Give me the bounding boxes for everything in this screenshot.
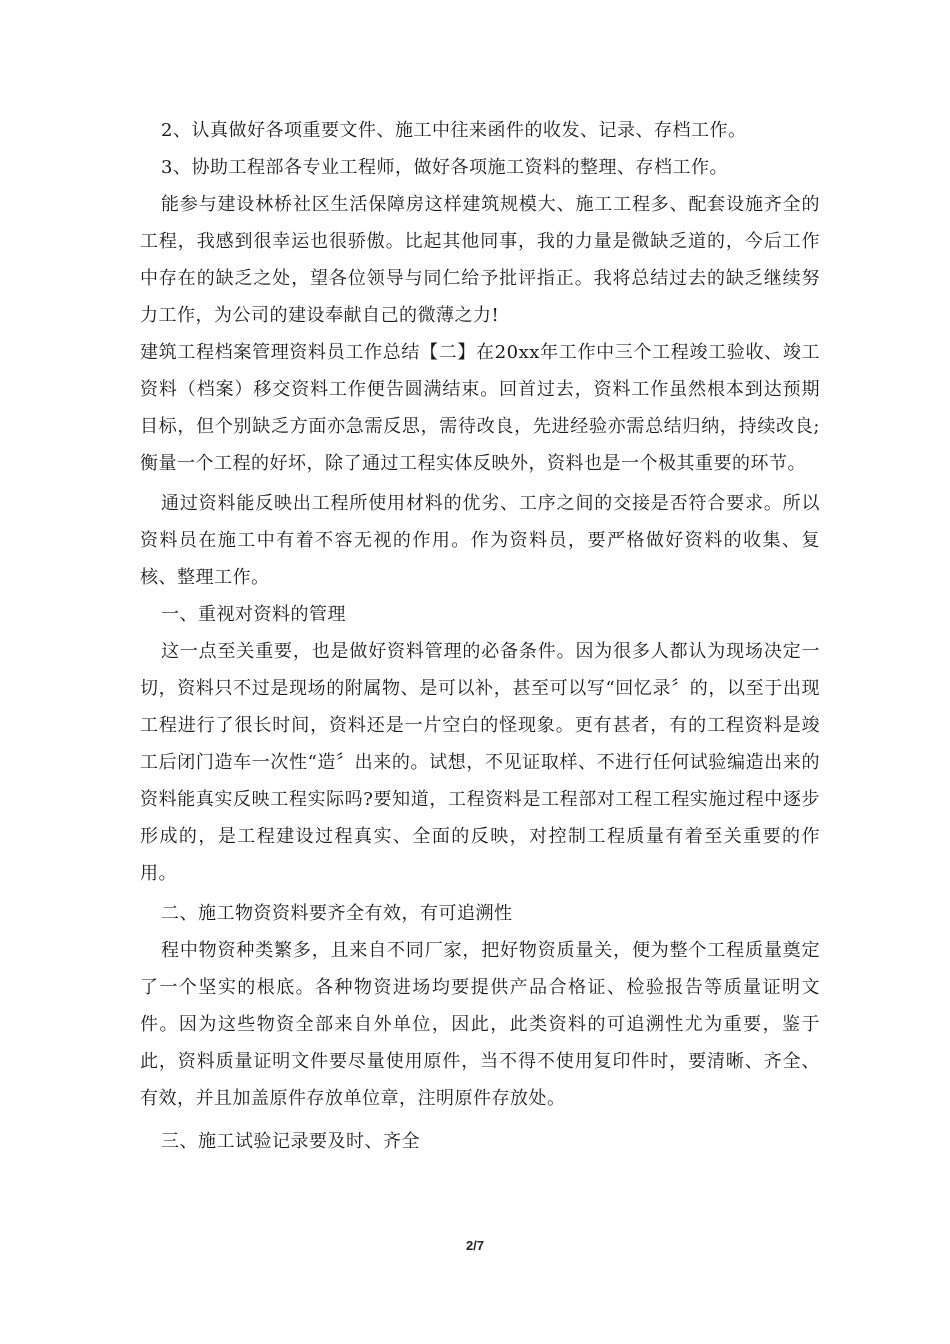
section-heading-3: 三、施工试验记录要及时、齐全 [161, 1131, 420, 1152]
paragraph-closing-remarks: 能参与建设林桥社区生活保障房这样建筑规模大、施工工程多、配套设施齐全的工程，我感到很幸运也很骄傲。比起其他同事，我的力量是微缺乏道的，今后工作中存在的缺乏之处，望各位领导与同仁给予批评指正。我将总结过去的缺乏继续努力工作，为公司的建设奉献自己的微薄之力! [140, 194, 820, 326]
paragraph-role-of-records: 通过资料能反映出工程所使用材料的优劣、工序之间的交接是否符合要求。所以资料员在施工中有着不容无视的作用。作为资料员，要严格做好资料的收集、复核、整理工作。 [140, 493, 820, 588]
paragraph-section-1-body: 这一点至关重要，也是做好资料管理的必备条件。因为很多人都认为现场决定一切，资料只不过是现场的附属物、是可以补，甚至可以写“回忆录〞的，以至于出现工程进行了很长时间，资料还是一片空白的怪现象。更有甚者，有的工程资料是竣工后闭门造车一次性“造〞出来的。试想，不见证取样、不进行任何试验编造出来的资料能真实反映工程实际吗?要知道，工程资料是工程部对工程工程实施过程中逐步形成的，是工程建设过程真实、全面的反映，对控制工程质量有着至关重要的作用。 [140, 641, 820, 884]
section-heading-2: 二、施工物资资料要齐全有效，有可追溯性 [161, 903, 513, 924]
section-heading-1: 一、重视对资料的管理 [161, 604, 346, 625]
paragraph-item-2: 2、认真做好各项重要文件、施工中往来函件的收发、记录、存档工作。 [161, 120, 747, 141]
paragraph-item-3: 3、协助工程部各专业工程师，做好各项施工资料的整理、存档工作。 [161, 157, 728, 178]
document-body [140, 112, 820, 1160]
paragraph-summary-two-intro: 建筑工程档案管理资料员工作总结【二】在20xx年工作中三个工程竣工验收、竣工资料（档案）移交资料工作便告圆满结束。回首过去，资料工作虽然根本到达预期目标，但个别缺乏方面亦急需反思，需待改良，先进经验亦需总结归纳，持续改良;衡量一个工程的好坏，除了通过工程实体反映外，资料也是一个极其重要的环节。 [140, 342, 820, 474]
page-number: 2/7 [465, 1238, 485, 1253]
paragraph-section-2-body: 程中物资种类繁多，且来自不同厂家，把好物资质量关，便为整个工程质量奠定了一个坚实的根底。各种物资进场均要提供产品合格证、检验报告等质量证明文件。因为这些物资全部来自外单位，因此，此类资料的可追溯性尤为重要，鉴于此，资料质量证明文件要尽量使用原件，当不得不使用复印件时，要清晰、齐全、有效，并且加盖原件存放单位章，注明原件存放处。 [140, 940, 820, 1109]
